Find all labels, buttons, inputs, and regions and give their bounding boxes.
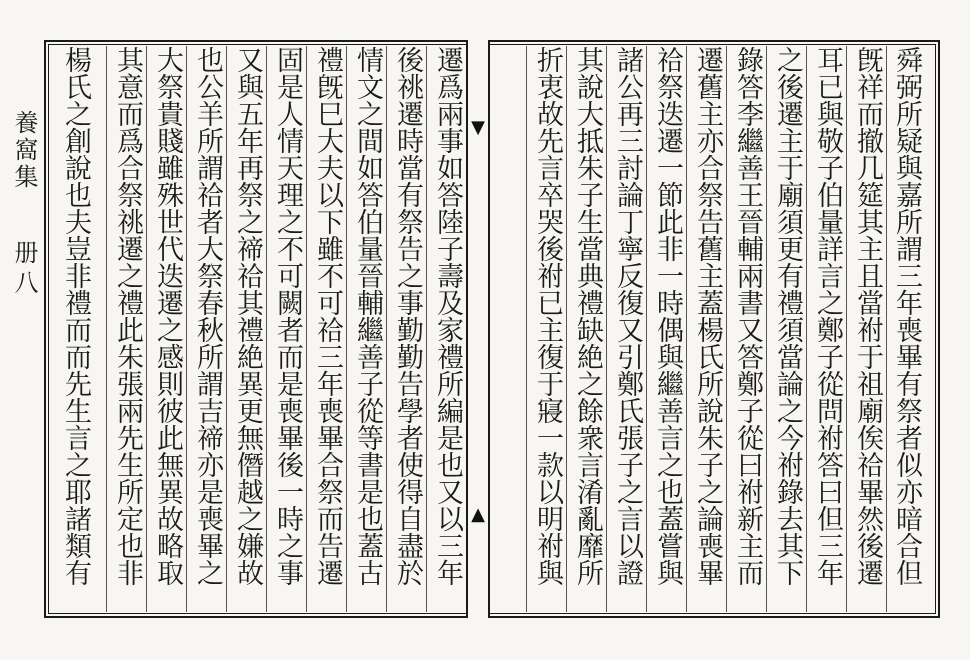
- text-column-9: 其說大抵朱子生當典禮缺絶之餘衆言淆亂靡所: [572, 46, 603, 586]
- text-column-5: 錄答李繼善王晉輔兩書又答鄭子從曰祔新主而: [732, 46, 763, 586]
- text-column-10: 折衷故先言卒哭後祔已主復于寢一款以明祔與: [532, 46, 563, 586]
- column-rule: [266, 46, 267, 612]
- fishtail-top-icon: ▼: [471, 117, 485, 138]
- column-rule: [646, 46, 647, 612]
- text-column-6: 遷舊主亦合祭告舊主蓋楊氏所說朱子之論喪畢: [692, 46, 723, 586]
- text-column-11: 遷爲兩事如答陸子壽及家禮所編是也又以三年: [432, 46, 463, 586]
- text-column-16: 又與五年再祭之禘祫其禮絶異更無僭越之嫌故: [232, 46, 263, 586]
- column-rule: [346, 46, 347, 612]
- column-rule: [426, 46, 427, 612]
- column-rule: [846, 46, 847, 612]
- column-rule: [766, 46, 767, 612]
- column-rule: [226, 46, 227, 612]
- volume-label: 册八: [10, 240, 38, 300]
- text-column-1: 舜弼所疑與嘉所謂三年喪畢有祭者似亦暗合但: [891, 46, 922, 586]
- column-rule: [106, 46, 107, 612]
- book-title: 養窩集: [10, 110, 38, 191]
- text-column-17: 也公羊所謂祫者大祭春秋所謂吉禘亦是喪畢之: [192, 46, 223, 586]
- column-rule: [886, 46, 887, 612]
- text-column-12: 後祧遷時當有祭告之事勤勤告學者使得自盡於: [392, 46, 423, 586]
- text-column-20: 楊氏之創說也夫豈非禮而而先生言之耶諸類有: [60, 46, 91, 586]
- text-column-10b: [494, 46, 528, 612]
- text-column-7: 祫祭迭遷一節此非一時偶與繼善言之也蓋嘗與: [652, 46, 683, 586]
- text-column-13: 情文之間如答伯量晉輔繼善子從等書是也蓋古: [352, 46, 383, 586]
- text-column-2: 旣祥而撤几筵其主且當祔于祖廟俟祫畢然後遷: [852, 46, 883, 586]
- column-rule: [806, 46, 807, 612]
- text-column-3: 耳已與敬子伯量詳言之鄭子從問祔答曰但三年: [812, 46, 843, 586]
- text-column-19: 其意而爲合祭祧遷之禮此朱張兩先生所定也非: [112, 46, 143, 586]
- column-rule: [726, 46, 727, 612]
- column-rule: [606, 46, 607, 612]
- column-rule: [386, 46, 387, 612]
- column-rule: [146, 46, 147, 612]
- text-column-8: 諸公再三討論丁寧反復又引鄭氏張子之言以證: [612, 46, 643, 586]
- fishtail-bottom-icon: ▲: [471, 504, 485, 525]
- text-column-14: 禮旣巳大夫以下雖不可祫三年喪畢合祭而告遷: [312, 46, 343, 586]
- text-column-15: 固是人情天理之不可闕者而是喪畢後一時之事: [272, 46, 303, 586]
- text-column-4: 之後遷主于廟須更有禮須當論之今祔錄去其下: [772, 46, 803, 586]
- column-rule: [186, 46, 187, 612]
- column-rule: [686, 46, 687, 612]
- column-rule: [566, 46, 567, 612]
- text-column-18: 大祭貴賤雖殊世代迭遷之感則彼此無異故略取: [152, 46, 183, 586]
- column-rule: [306, 46, 307, 612]
